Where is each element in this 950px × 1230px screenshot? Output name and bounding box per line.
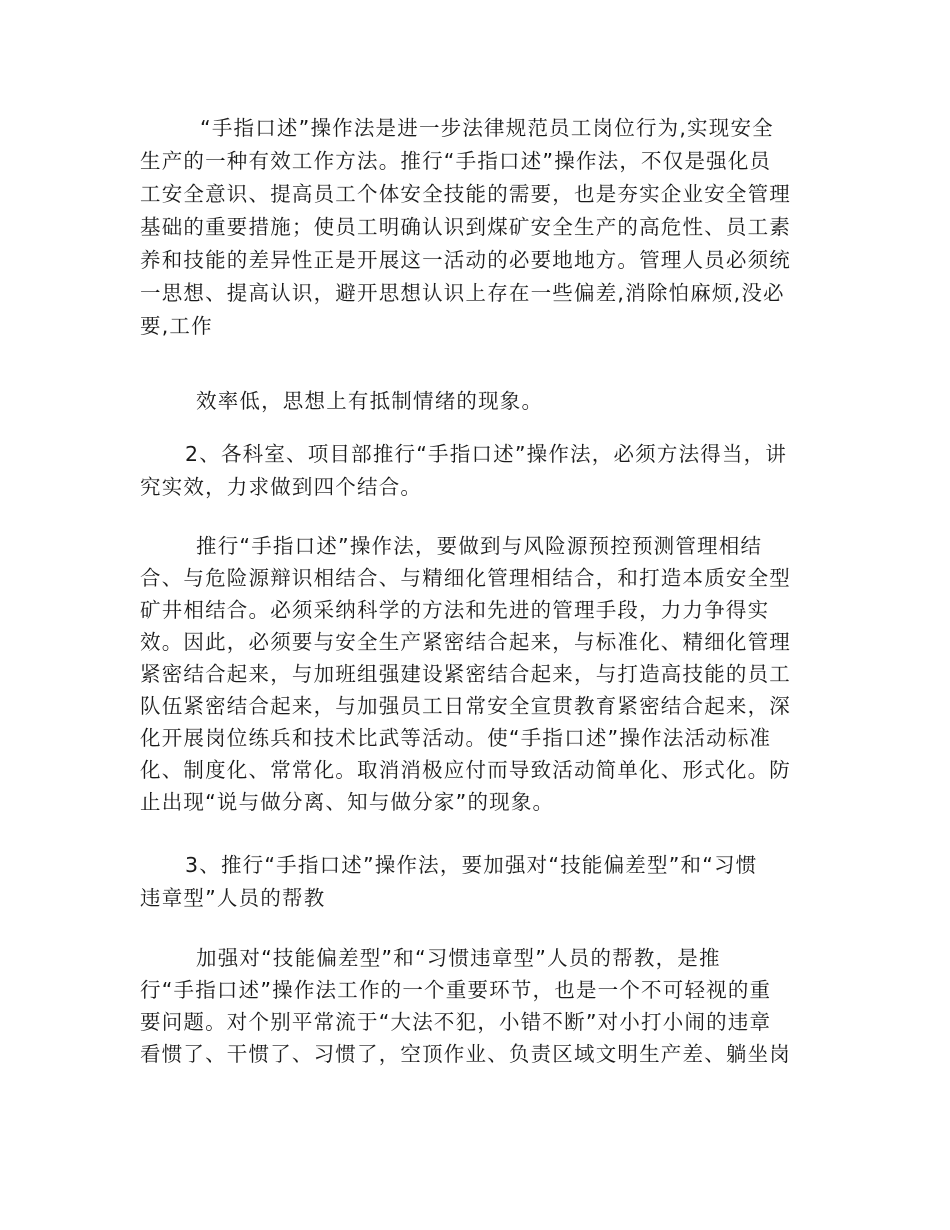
paragraph-6-line-3: 要问题。对个别平常流于“大法不犯，小错不断”对小打小闹的违章 [140,1010,772,1034]
paragraph-5-line-1: 3、推行“手指口述”操作法，要加强对“技能偏差型”和“习惯 [185,853,758,877]
paragraph-3-line-1: 2、各科室、项目部推行“手指口述”操作法，必须方法得当，讲 [185,442,788,466]
paragraph-4-line-9: 止出现“说与做分离、知与做分家”的现象。 [140,790,555,814]
paragraph-1-line-3: 工安全意识、提高员工个体安全技能的需要，也是夯实企业安全管理 [140,182,791,206]
paragraph-1-line-4: 基础的重要措施；使员工明确认识到煤矿安全生产的高危性、员工素 [140,215,791,239]
paragraph-5-line-2: 违章型”人员的帮教 [140,886,326,910]
paragraph-1-line-1: “手指口述”操作法是进一步法律规范员工岗位行为,实现安全 [200,116,774,140]
paragraph-3-line-2: 究实效，力求做到四个结合。 [140,475,423,499]
paragraph-1-line-6: 一思想、提高认识，避开思想认识上存在一些偏差,消除怕麻烦,没必 [140,281,785,305]
paragraph-1-line-2: 生产的一种有效工作方法。推行“手指口述”操作法，不仅是强化员 [140,149,772,173]
paragraph-4-line-1: 推行“手指口述”操作法，要做到与风险源预控预测管理相结 [196,534,763,558]
paragraph-4-line-6: 队伍紧密结合起来，与加强员工日常安全宣贯教育紧密结合起来，深 [140,694,791,718]
paragraph-4-line-3: 矿井相结合。必须采纳科学的方法和先进的管理手段，力力争得实 [140,598,770,622]
paragraph-4-line-8: 化、制度化、常常化。取消消极应付而导致活动简单化、形式化。防 [140,758,791,782]
paragraph-4-line-4: 效。因此，必须要与安全生产紧密结合起来，与标准化、精细化管理 [140,630,791,654]
paragraph-6-line-4: 看惯了、干惯了、习惯了，空顶作业、负责区域文明生产差、躺坐岗 [140,1042,791,1066]
paragraph-4-line-5: 紧密结合起来，与加班组强建设紧密结合起来，与打造高技能的员工 [140,662,791,686]
paragraph-4-line-7: 化开展岗位练兵和技术比武等活动。使“手指口述”操作法活动标准 [140,726,772,750]
paragraph-1-line-7: 要,工作 [140,314,213,338]
paragraph-2-line-1: 效率低，思想上有抵制情绪的现象。 [196,389,544,413]
paragraph-4-line-2: 合、与危险源辩识相结合、与精细化管理相结合，和打造本质安全型 [140,566,791,590]
paragraph-6-line-1: 加强对“技能偏差型”和“习惯违章型”人员的帮教，是推 [196,946,721,970]
paragraph-1-line-5: 养和技能的差异性正是开展这一活动的必要地地方。管理人员必须统 [140,248,791,272]
paragraph-6-line-2: 行“手指口述”操作法工作的一个重要环节，也是一个不可轻视的重 [140,978,772,1002]
